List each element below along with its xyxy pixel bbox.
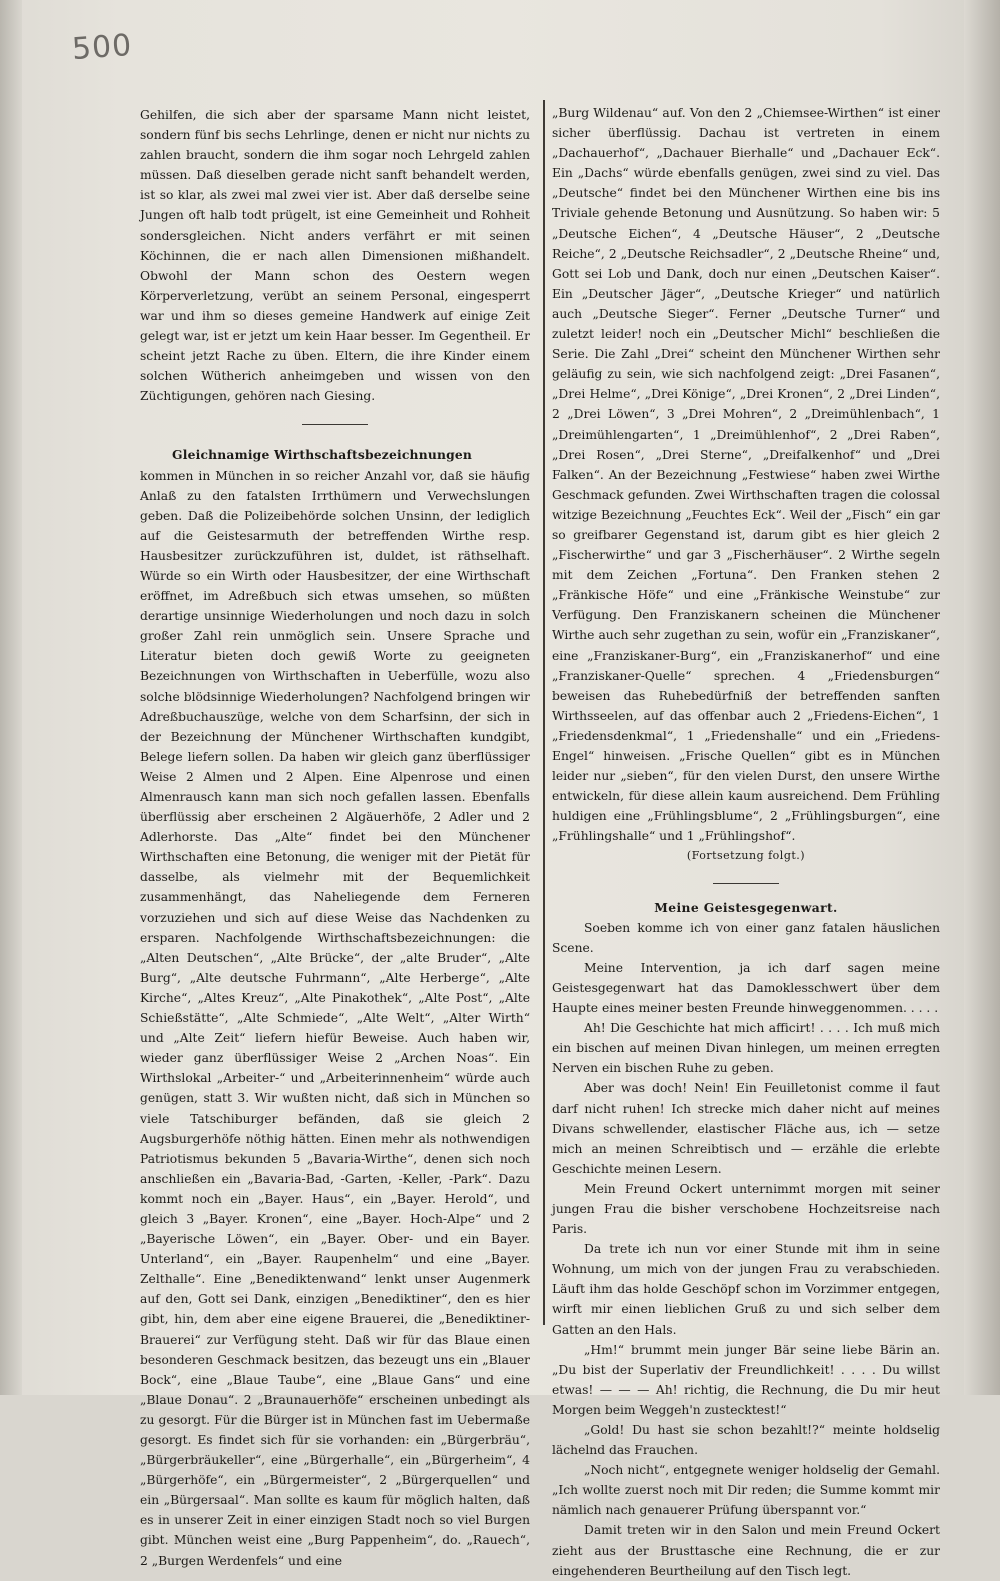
right-column [552, 103, 940, 1581]
article-text: kommen in München in so reicher Anzahl vor, daß sie häufig Anlaß zu den fatalsten Irrthümern und Verwechslungen geben. Daß die Polizeibehörde solchen Unsinn, der lediglich auf die Geistesarmuth der betreffenden Wirthe resp. Hausbesitzer zurückzuführen ist, duldet, ist räthselhaft. Würde so ein Wirth oder Hausbesitzer, der eine Wirthschaft eröffnet, im Adreßbuch sich etwas umsehen, so müßten derartige unsinnige Wiederholungen und noch dazu in solch großer Zahl rein unmöglich sein. Unsere Sprache und Literatur bieten doch gewiß Worte zu geeigneten Bezeichnungen von Wirthschaften in Ueberfülle, wozu also solche blödsinnige Wiederholungen? Nachfolgend bringen wir Adreßbuchauszüge, welche von dem Scharfsinn, der sich in der Bezeichnung der Münchener Wirthschaften kundgibt, Belege liefern sollen. Da haben wir gleich ganz überflüssiger Weise 2 Almen und 2 Alpen. Eine Alpenrose und einen Almenrausch kann man sich noch gefallen lassen. Ebenfalls überflüssig aber erscheinen 2 Algäuerhöfe, 2 Adler und 2 Adlerhorste. Das „Alte“ findet bei den Münchener Wirthschaften eine Betonung, die weniger mit der Pietät für dasselbe, als vielmehr mit der Bequemlichkeit zusammenhängt, das Naheliegende dem Ferneren vorzuziehen und sich auf diese Weise das Nachdenken zu ersparen. Nachfolgende Wirthschaftsbezeichnungen: die „Alten Deutschen“, „Alte Brücke“, der „alte Bruder“, „Alte Burg“, „Alte deutsche Fuhrmann“, „Alte Herberge“, „Alte Kirche“, „Altes Kreuz“, „Alte Pinakothek“, „Alte Post“, „Alte Schießstätte“, „Alte Schmiede“, „Alte Welt“, „Alter Wirth“ und „Alte Zeit“ liefern hiefür Beweise. Auch haben wir, wieder ganz überflüssiger Weise 2 „Archen Noas“. Ein Wirthslokal „Arbeiter-“ und „Arbeiterinnenheim“ würde auch genügen, statt 3. Wir wußten nicht, daß sich in München so viele Tatschiburger befänden, daß sie gleich 2 Augsburgerhöfe nöthig hätten. Einen mehr als nothwendigen Patriotismus bekunden 5 „Bavaria-Wirthe“, denen sich noch anschließen ein „Bavaria-Bad, -Garten, -Keller, -Park“. Dazu kommt noch ein „Bayer. Haus“, ein „Bayer. Herold“, und gleich 3 „Bayer. Kronen“, eine „Bayer. Hoch-Alpe“ und 2 „Bayerische Löwen“, ein „Bayer. Ober- und ein Bayer. Unterland“, ein „Bayer. Raupenhelm“ und eine „Bayer. Zelthalle“. Eine „Benediktenwand“ lenkt unser Augenmerk auf den, Gott sei Dank, einzigen „Benediktiner“, den es hier gibt, hin, dem aber eine eigene Brauerei, die „Benediktiner-Brauerei“ zur Verfügung steht. Daß wir für das Blaue einen besonderen Geschmack besitzen, das bezeugt uns ein „Blauer Bock“, eine „Blaue Taube“, eine „Blaue Gans“ und eine „Blaue Donau“. 2 „Braunauerhöfe“ erscheinen unbedingt als zu gesorgt. Für die Bürger ist in München fast im Uebermaße gesorgt. Es findet sich für sie vorhanden: ein „Bürgerbräu“, „Bürgerbräukeller“, eine „Bürgerhalle“, ein „Bürgerheim“, 4 „Bürgerhöfe“, ein „Bürgermeister“, 2 „Bürgerquellen“ und ein „Bürgersaal“. Man sollte es kaum für möglich halten, daß es in unserer Zeit in einer einzigen Stadt noch so viel Burgen gibt. München weist eine „Burg Pappenheim“, do. „Rauech“, 2 „Burgen Werdenfels“ und eine [140, 468, 530, 1568]
left-column [140, 105, 530, 1571]
section-divider [713, 883, 779, 884]
scan-edge-right [964, 0, 1000, 1395]
feuilleton-paragraph: „Noch nicht“, entgegnete weniger holdselig der Gemahl. „Ich wollte zuerst noch mit Dir reden; die Summe kommt mir nämlich nach genauerer Prüfung überspannt vor.“ [552, 1463, 940, 1518]
feuilleton-paragraph: Damit treten wir in den Salon und mein Freund Ockert zieht aus der Brusttasche eine Rechnung, die er zur eingehenderen Beurtheilung auf den Tisch legt. [552, 1523, 940, 1578]
article-heading: Gleichnamige Wirthschaftsbezeichnungen [172, 447, 473, 463]
feuilleton-paragraph: „Gold! Du hast sie schon bezahlt!?“ meinte holdselig lächelnd das Frauchen. [552, 1423, 940, 1458]
feuilleton-paragraph: Ah! Die Geschichte hat mich afficirt! . . . . Ich muß mich ein bischen auf meinen Divan hinlegen, um meinen erregten Nerven ein bischen Ruhe zu geben. [552, 1021, 940, 1076]
feuilleton-paragraph: Da trete ich nun vor einer Stunde mit ihm in seine Wohnung, um mich von der jungen Frau zu verabschieden. Läuft ihm das holde Geschöpf schon im Vorzimmer entgegen, wirft mir einen lieblichen Gruß zu und sich selber dem Gatten an den Hals. [552, 1242, 940, 1337]
feuilleton-paragraph: Mein Freund Ockert unternimmt morgen mit seiner jungen Frau die bisher verschobene Hochzeitsreise nach Paris. [552, 1181, 940, 1237]
article-continuation-text: Gehilfen, die sich aber der sparsame Mann nicht leistet, sondern fünf bis sechs Lehrlinge, denen er nicht nur nichts zu zahlen braucht, sondern die ihm sogar noch Lehrgeld zahlen müssen. Daß dieselben gerade nicht sanft behandelt werden, ist so klar, als zwei mal zwei vier ist. Aber daß derselbe seine Jungen oft halb todt prügelt, ist eine Gemeinheit und Rohheit sondersgleichen. Nicht anders verfährt er mit seinen Köchinnen, die er nach allen Dimensionen mißhandelt. Obwohl der Mann schon des Oestern wegen Körperverletzung, verübt an seinem Personal, eingesperrt war und ihm so dieses gemeine Handwerk auf einige Zeit gelegt war, ist er jetzt um kein Haar besser. Im Gegentheil. Er scheint jetzt Rache zu üben. Eltern, die ihre Kinder einem solchen Wütherich anheimgeben und wissen von den Züchtigungen, gehören nach Giesing. [140, 108, 530, 404]
article-body [140, 445, 530, 1570]
feuilleton-paragraph: Soeben komme ich von einer ganz fatalen häuslichen Scene. [552, 920, 940, 955]
feuilleton-paragraph: Aber was doch! Nein! Ein Feuilletonist comme il faut darf nicht ruhen! Ich strecke mich daher nicht auf meines Divans schwellender, elastischer Fläche aus, ich — setze mich an meinen Schreibtisch und — erzähle die erlebte Geschichte meinen Lesern. [552, 1081, 940, 1176]
scan-edge-left [0, 0, 22, 1395]
continued-note: (Fortsetzung folgt.) [686, 849, 806, 863]
page-number: 500 [70, 27, 134, 68]
feuilleton-paragraph: Meine Intervention, ja ich darf sagen meine Geistesgegenwart hat das Damoklesschwert über dem Haupte eines meiner besten Freunde hinweggenommen. . . . . [552, 960, 940, 1016]
article-continued-text: „Burg Wildenau“ auf. Von den 2 „Chiemsee-Wirthen“ ist einer sicher überflüssig. Dachau ist vertreten in einem „Dachauerhof“, „Dachauer Bierhalle“ und „Dachauer Eck“. Ein „Dachs“ würde ebenfalls genügen, zwei sind zu viel. Das „Deutsche“ findet bei den Münchener Wirthen eine bis ins Triviale gehende Betonung und Ausnützung. So haben wir: 5 „Deutsche Eichen“, 4 „Deutsche Häuser“, 2 „Deutsche Reiche“, 2 „Deutsche Reichsadler“, 2 „Deutsche Rheine“ und, Gott sei Lob und Dank, doch nur einen „Deutschen Kaiser“. Ein „Deutscher Jäger“, „Deutsche Krieger“ und natürlich auch „Deutsche Sieger“. Ferner „Deutsche Turner“ und zuletzt leider! noch ein „Deutscher Michl“ beschließen die Serie. Die Zahl „Drei“ scheint den Münchener Wirthen sehr geläufig zu sein, wie sich nachfolgend zeigt: „Drei Fasanen“, „Drei Helme“, „Drei Könige“, „Drei Kronen“, 2 „Drei Linden“, 2 „Drei Löwen“, 3 „Drei Mohren“, 2 „Dreimühlenbach“, 1 „Dreimühlengarten“, 1 „Dreimühlenhof“, 2 „Drei Raben“, „Drei Rosen“, „Drei Sterne“, „Dreifalkenhof“ und „Drei Falken“. An der Bezeichnung „Festwiese“ haben zwei Wirthe Geschmack gefunden. Zwei Wirthschaften tragen die colossal witzige Bezeichnung „Feuchtes Eck“. Weil der „Fisch“ ein gar so greifbarer Gegenstand ist, darum gibt es hier gleich 2 „Fischerwirthe“ und gar 3 „Fischerhäuser“. 2 Wirthe segeln mit dem Zeichen „Fortuna“. Den Franken stehen 2 „Fränkische Höfe“ und eine „Fränkische Weinstube“ zur Verfügung. Den Franziskanern scheinen die Münchener Wirthe auch sehr zugethan zu sein, wofür ein „Franziskaner“, eine „Franziskaner-Burg“, ein „Franziskanerhof“ und eine „Franziskaner-Quelle“ sprechen. 4 „Friedensburgen“ beweisen das Ruhebedürfniß der betreffenden sanften Wirthsseelen, auf das offenbar auch 2 „Friedens-Eichen“, 1 „Friedensdenkmal“, 1 „Friedenshalle“ und ein „Friedens-Engel“ hinweisen. „Frische Quellen“ gibt es in München leider nur „sieben“, für den vielen Durst, den unsere Wirthe entwickeln, für diese allein kaum ausreichend. Dem Frühling huldigen eine „Frühlingsblume“, 2 „Frühlingsburgen“, eine „Frühlingshalle“ und 1 „Frühlingshof“. [552, 106, 940, 844]
feuilleton-title: Meine Geistesgegenwart. [654, 899, 838, 915]
column-rule [543, 100, 545, 1325]
section-divider [302, 424, 368, 425]
feuilleton-paragraph: „Hm!“ brummt mein junger Bär seine liebe Bärin an. „Du bist der Superlativ der Freundlichkeit! . . . . Du willst etwas! — — — Ah! richtig, die Rechnung, die Du mir heut Morgen beim Weggeh'n zustecktest!“ [552, 1342, 940, 1417]
